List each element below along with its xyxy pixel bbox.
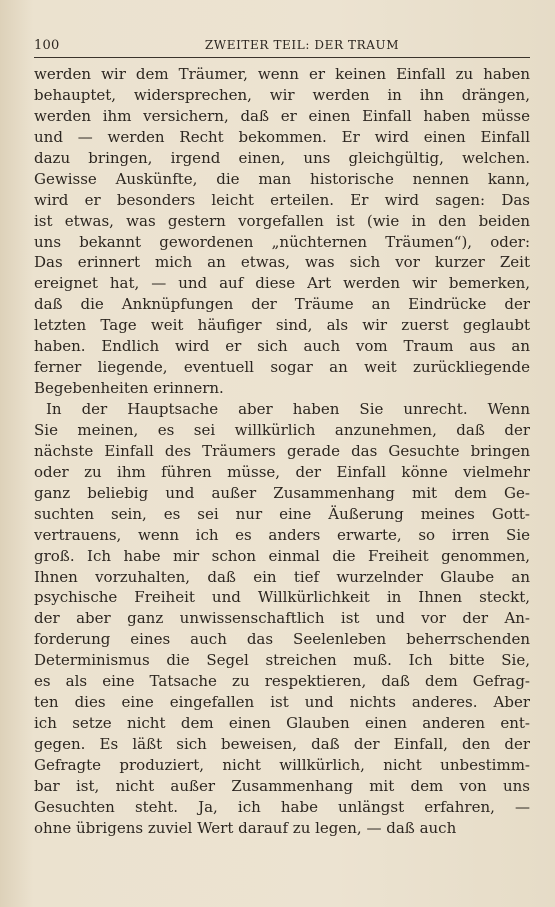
text-line: Das erinnert mich an etwas, was sich vor kurzer Zeit [34, 253, 530, 272]
text-line: es als eine Tatsache zu respektieren, daß dem Gefrag- [34, 672, 530, 691]
text-line: suchten sein, es sei nur eine Äußerung meines Gott- [34, 504, 530, 523]
text-line: Gesuchten steht. Ja, ich habe unlängst erfahren, — [34, 797, 530, 816]
text-line: bar ist, nicht außer Zusammenhang mit dem von uns [34, 776, 530, 795]
text-line: daß die Anknüpfungen der Träume an Eindrücke der [34, 295, 530, 314]
text-line: nächste Einfall des Träumers gerade das Gesuchte bringen [34, 441, 530, 460]
text-line: In der Hauptsache aber haben Sie unrecht. Wenn [46, 400, 530, 418]
text-line: uns bekannt gewordenen „nüchternen Träumen“), oder: [34, 232, 530, 251]
text-line: Determinismus die Segel streichen muß. Ich bitte Sie, [34, 651, 530, 670]
text-line: wird er besonders leicht erteilen. Er wird sagen: Das [34, 190, 530, 209]
text-line: Gefragte produziert, nicht willkürlich, nicht unbestimm- [34, 755, 530, 774]
text-line: groß. Ich habe mir schon einmal die Freiheit genommen, [34, 546, 530, 565]
page-header [34, 38, 530, 58]
text-line: haben. Endlich wird er sich auch vom Traum aus an [34, 337, 530, 356]
text-line: ferner liegende, eventuell sogar an weit zurückliegende [34, 358, 530, 377]
text-line: werden ihm versichern, daß er einen Einfall haben müsse [34, 106, 530, 125]
text-line: ohne übrigens zuviel Wert darauf zu legen, — daß auch [34, 818, 457, 837]
header-rule [34, 57, 530, 58]
text-line: ereignet hat, — und auf diese Art werden wir bemerken, [34, 274, 530, 293]
text-line: ten dies eine eingefallen ist und nichts anderes. Aber [34, 693, 530, 712]
text-line: ich setze nicht dem einen Glauben einen anderen ent- [34, 714, 530, 733]
text-line: und — werden Recht bekommen. Er wird einen Einfall [34, 127, 530, 146]
text-line: gegen. Es läßt sich beweisen, daß der Einfall, den der [34, 735, 530, 753]
text-line: ganz beliebig und außer Zusammenhang mit dem Ge- [34, 483, 530, 502]
text-line: behauptet, widersprechen, wir werden in ihn drängen, [34, 85, 530, 104]
text-line: Sie meinen, es sei willkürlich anzunehmen, daß der [34, 420, 530, 439]
text-line: oder zu ihm führen müsse, der Einfall könne vielmehr [34, 462, 530, 481]
text-line: Ihnen vorzuhalten, daß ein tief wurzelnder Glaube an [34, 567, 530, 586]
text-line: Begebenheiten erinnern. [34, 379, 224, 398]
page-number: 100 [34, 38, 60, 53]
text-line: psychische Freiheit und Willkürlichkeit in Ihnen steckt, [34, 588, 530, 607]
running-head: ZWEITER TEIL: DER TRAUM [204, 38, 400, 52]
text-line: dazu bringen, irgend einen, uns gleichgültig, welchen. [34, 148, 530, 167]
text-line: letzten Tage weit häufiger sind, als wir zuerst geglaubt [34, 316, 530, 335]
text-line: der aber ganz unwissenschaftlich ist und vor der An- [34, 609, 530, 628]
text-line: Gewisse Auskünfte, die man historische nennen kann, [34, 169, 530, 188]
text-line: vertrauens, wenn ich es anders erwarte, so irren Sie [34, 525, 530, 544]
text-line: forderung eines auch das Seelenleben beherrschenden [34, 630, 530, 649]
text-line: ist etwas, was gestern vorgefallen ist (wie in den beiden [34, 211, 530, 230]
body-text [34, 64, 530, 839]
text-line: werden wir dem Träumer, wenn er keinen Einfall zu haben [34, 65, 530, 83]
